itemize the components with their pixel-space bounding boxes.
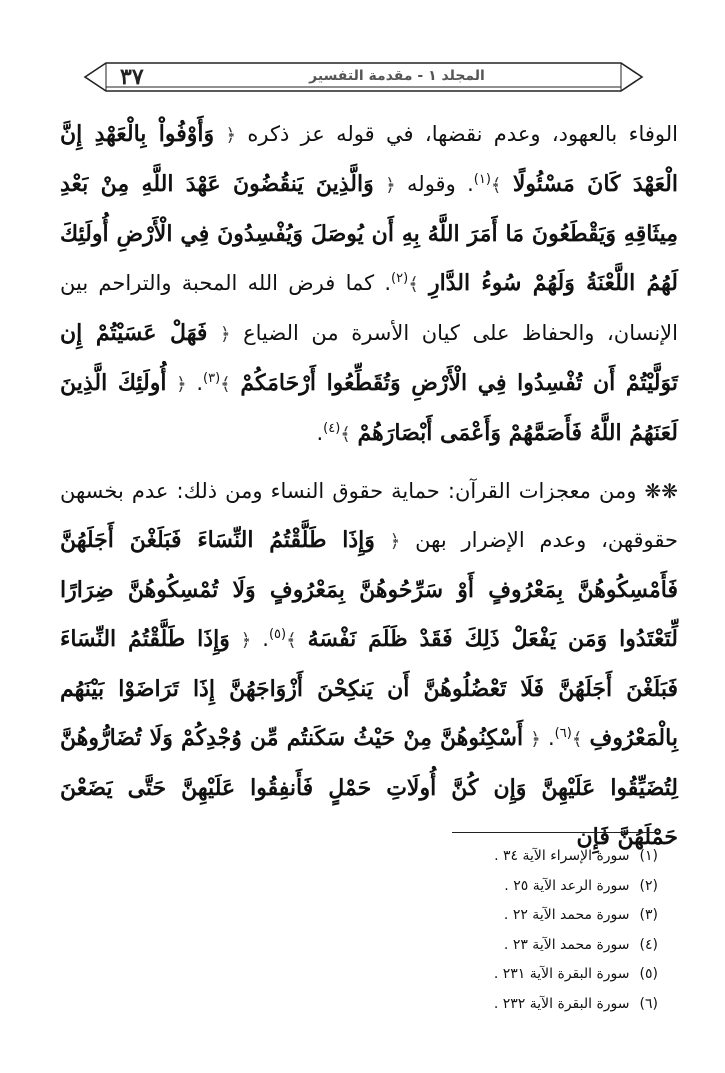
prose-text: . كما فرض الله المحبة والتراحم بين الإنسان، والحفاظ على كيان الأسرة من الضياع (60, 271, 678, 345)
footnote-item (400, 990, 658, 1020)
paragraph (60, 110, 678, 459)
verse-open-ornament: ﴿ (240, 630, 252, 651)
footnote-text: سورة محمد الآية ٢٢ . (503, 907, 630, 923)
quran-verse: أَسْكِنُوهُنَّ مِنْ حَيْثُ سَكَنتُم مِّن وُجْدِكُمْ وَلَا تُضَارُّوهُنَّ لِتُضَيِّقُوا عَلَيْهِنَّ وَإِن كُنَّ أُولَاتِ حَمْلٍ فَأَنفِقُوا عَلَيْهِنَّ حَتَّى يَضَعْنَ حَمْلَهُنَّ فَإِن (60, 725, 678, 850)
prose-text: . (196, 371, 203, 395)
footnote-item (400, 931, 658, 961)
footnote-text: سورة الإسراء الآية ٣٤ . (494, 848, 630, 864)
verse-close-ornament: ﴾ (340, 424, 351, 445)
page-number: ٣٧ (120, 64, 144, 90)
footnote-number: (٢) (639, 877, 658, 894)
verse-close-ornament: ﴾ (408, 274, 419, 295)
footnote-number: (١) (639, 848, 658, 864)
verse-close-ornament: ﴾ (490, 175, 502, 196)
prose-text: . (262, 627, 269, 651)
footnote-item (400, 960, 658, 990)
prose-text: . (547, 726, 555, 750)
footnote-ref[interactable]: (٥) (268, 627, 287, 642)
footnote-item (400, 842, 658, 872)
footnote-text: سورة البقرة الآية ٢٣٢ . (493, 995, 630, 1012)
quran-verse: أُولَئِكَ الَّذِينَ لَعَنَهُمُ اللَّهُ فَأَصَمَّهُمْ وَأَعْمَى أَبْصَارَهُمْ (60, 370, 678, 446)
footnote-ref[interactable]: (١) (473, 172, 491, 187)
header-title: المجلد ١ - مقدمة التفسير (309, 68, 485, 84)
footnote-text: سورة الرعد الآية ٢٥ . (504, 877, 630, 894)
prose-text: . وقوله (407, 172, 474, 196)
verse-open-ornament: ﴿ (225, 125, 237, 146)
footnote-item (400, 872, 658, 902)
footnote-ref[interactable]: (٦) (554, 726, 572, 741)
paragraph (60, 467, 678, 862)
verse-close-ornament: ﴾ (220, 374, 231, 395)
verse-close-ornament: ﴾ (571, 729, 583, 750)
footnote-ref[interactable]: (٣) (203, 371, 221, 386)
footnote-number: (٣) (639, 907, 658, 923)
quran-verse: وَالَّذِينَ يَنقُضُونَ عَهْدَ اللَّهِ مِنْ بَعْدِ مِيثَاقِهِ وَيَقْطَعُونَ مَا أَمَرَ اللَّهُ بِهِ أَن يُوصَلَ وَيُفْسِدُونَ فِي الْأَرْضِ أُولَئِكَ لَهُمُ اللَّعْنَةُ وَلَهُمْ سُوءُ الدَّارِ (60, 171, 678, 296)
footnote-ref[interactable]: (٢) (391, 271, 409, 286)
verse-open-ornament: ﴿ (389, 531, 401, 552)
verse-open-ornament: ﴿ (219, 324, 231, 345)
footnote-text: سورة البقرة الآية ٢٣١ . (493, 966, 630, 982)
verse-open-ornament: ﴿ (530, 729, 541, 750)
footnotes-list (400, 842, 658, 1019)
running-header (82, 60, 645, 94)
footnote-number: (٥) (639, 966, 658, 982)
verse-close-ornament: ﴾ (286, 630, 297, 651)
prose-text: ومن معجزات القرآن: حماية حقوق النساء ومن ذلك: عدم بخسهن حقوقهن، وعدم الإضرار بهن (60, 479, 678, 552)
main-text (60, 110, 678, 862)
footnote-divider (452, 832, 658, 833)
quran-verse: فَهَلْ عَسَيْتُمْ إِن تَوَلَّيْتُمْ أَن تُفْسِدُوا فِي الْأَرْضِ وَتُقَطِّعُوا أَرْحَامَكُمْ (60, 320, 678, 396)
quran-verse: وَإِذَا طَلَّقْتُمُ النِّسَاءَ فَبَلَغْنَ أَجَلَهُنَّ فَأَمْسِكُوهُنَّ بِمَعْرُوفٍ أَوْ سَرِّحُوهُنَّ بِمَعْرُوفٍ وَلَا تُمْسِكُوهُنَّ ضِرَارًا لِّتَعْتَدُوا وَمَن يَفْعَلْ ذَلِكَ فَقَدْ ظَلَمَ نَفْسَهُ (60, 527, 678, 652)
quran-verse: وَإِذَا طَلَّقْتُمُ النِّسَاءَ فَبَلَغْنَ أَجَلَهُنَّ فَلَا تَعْضُلُوهُنَّ أَن يَنكِحْنَ أَزْوَاجَهُنَّ إِذَا تَرَاضَوْا بَيْنَهُم بِالْمَعْرُوفِ (60, 626, 678, 751)
prose-text: . (316, 421, 324, 445)
quran-verse: وَأَوْفُواْ بِالْعَهْدِ إِنَّ الْعَهْدَ كَانَ مَسْئُولًا (60, 121, 678, 197)
verse-open-ornament: ﴿ (385, 175, 396, 196)
footnote-number: (٦) (639, 995, 658, 1012)
section-stars-marker: ❋❋ (644, 479, 678, 503)
prose-text: الوفاء بالعهود، وعدم نقضها، في قوله عز ذكره (247, 122, 678, 146)
footnote-number: (٤) (639, 936, 658, 953)
verse-open-ornament: ﴿ (176, 374, 187, 395)
footnote-text: سورة محمد الآية ٢٣ . (503, 936, 630, 953)
footnote-ref[interactable]: (٤) (323, 421, 341, 436)
footnote-item (400, 901, 658, 931)
